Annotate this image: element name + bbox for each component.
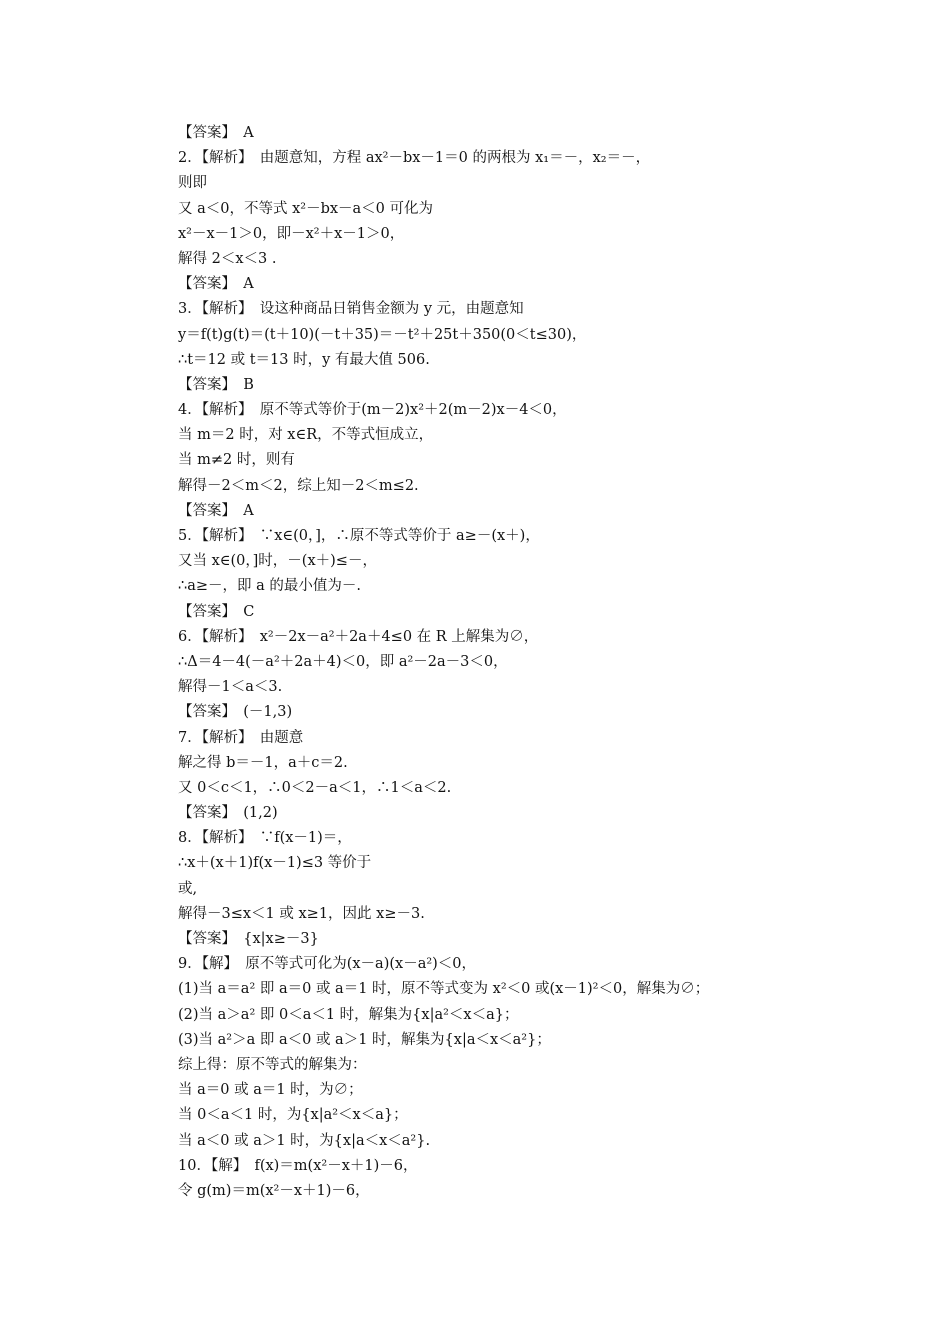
text-line: 【答案】 C [178, 603, 255, 620]
text-line: 当 a＜0 或 a＞1 时，为{x|a＜x＜a²}. [178, 1132, 431, 1149]
text-line: 4．【解析】 原不等式等价于(m－2)x²＋2(m－2)x－4＜0， [178, 402, 567, 419]
text-line: 令 g(m)＝m(x²－x＋1)－6， [178, 1182, 370, 1199]
text-line: 当 0＜a＜1 时，为{x|a²＜x＜a}； [178, 1107, 408, 1124]
text-line: 3．【解析】 设这种商品日销售金额为 y 元，由题意知 [178, 301, 524, 318]
text-line: 解之得 b＝－1，a＋c＝2. [178, 754, 348, 771]
text-line: 又 a＜0，不等式 x²－bx－a＜0 可化为 [178, 200, 434, 217]
text-line: (3)当 a²＞a 即 a＜0 或 a＞1 时，解集为{x|a＜x＜a²}； [178, 1031, 551, 1048]
text-line: 7．【解析】 由题意 [178, 729, 304, 746]
text-line: 【答案】 (－1,3) [178, 704, 293, 721]
text-line: (1)当 a＝a² 即 a＝0 或 a＝1 时，原不等式变为 x²＜0 或(x－1)²＜0，解集为∅； [178, 981, 710, 998]
text-line: 2．【解析】 由题意知，方程 ax²－bx－1＝0 的两根为 x₁＝－，x₂＝－， [178, 150, 651, 167]
text-line: 当 m＝2 时，对 x∈R，不等式恒成立， [178, 427, 434, 444]
text-line: 8．【解析】 ∵f(x－1)＝， [178, 830, 352, 847]
text-line: (2)当 a＞a² 即 0＜a＜1 时，解集为{x|a²＜x＜a}； [178, 1006, 519, 1023]
text-line: 【答案】 (1,2) [178, 805, 278, 822]
text-line: 解得 2＜x＜3 . [178, 250, 277, 267]
text-line: ∴Δ＝4－4(－a²＋2a＋4)＜0，即 a²－2a－3＜0， [178, 653, 508, 670]
text-line: ∴x＋(x＋1)f(x－1)≤3 等价于 [178, 855, 372, 872]
text-line: 当 a＝0 或 a＝1 时，为∅； [178, 1082, 363, 1099]
text-line: 9．【解】 原不等式可化为(x－a)(x－a²)＜0， [178, 956, 477, 973]
text-line: 解得－3≤x＜1 或 x≥1，因此 x≥－3. [178, 905, 425, 922]
text-line: 当 m≠2 时，则有 [178, 452, 295, 469]
text-line: 解得－2＜m＜2，综上知－2＜m≤2. [178, 477, 419, 494]
text-line: 【答案】 B [178, 376, 254, 393]
text-line: 【答案】 A [178, 502, 254, 519]
text-line: 解得－1＜a＜3. [178, 679, 283, 696]
text-line: 【答案】 A [178, 125, 254, 141]
text-line: 【答案】 {x|x≥－3} [178, 931, 319, 947]
text-line: 或, [178, 880, 198, 897]
text-line: y＝f(t)g(t)＝(t＋10)(－t＋35)＝－t²＋25t＋350(0＜t≤30)， [178, 326, 587, 343]
text-line: ∴a≥－，即 a 的最小值为－. [178, 578, 361, 595]
text-line: 综上得：原不等式的解集为： [178, 1056, 367, 1073]
text-line: 又 0＜c＜1，∴0＜2－a＜1，∴1＜a＜2. [178, 779, 452, 796]
text-line: 5．【解析】 ∵x∈(0，]，∴原不等式等价于 a≥－(x＋)， [178, 528, 540, 544]
text-line: 【答案】 A [178, 276, 254, 293]
text-line: ∴t＝12 或 t＝13 时，y 有最大值 506. [178, 351, 430, 368]
text-line: 6．【解析】 x²－2x－a²＋2a＋4≤0 在 R 上解集为∅， [178, 628, 539, 645]
answer-text-block [178, 121, 878, 1204]
text-line: 则即 [178, 175, 207, 192]
text-line: x²－x－1＞0，即－x²＋x－1＞0， [178, 225, 405, 242]
text-line: 10．【解】 f(x)＝m(x²－x＋1)－6， [178, 1157, 418, 1174]
text-line: 又当 x∈(0，]时，－(x＋)≤－， [178, 553, 377, 570]
